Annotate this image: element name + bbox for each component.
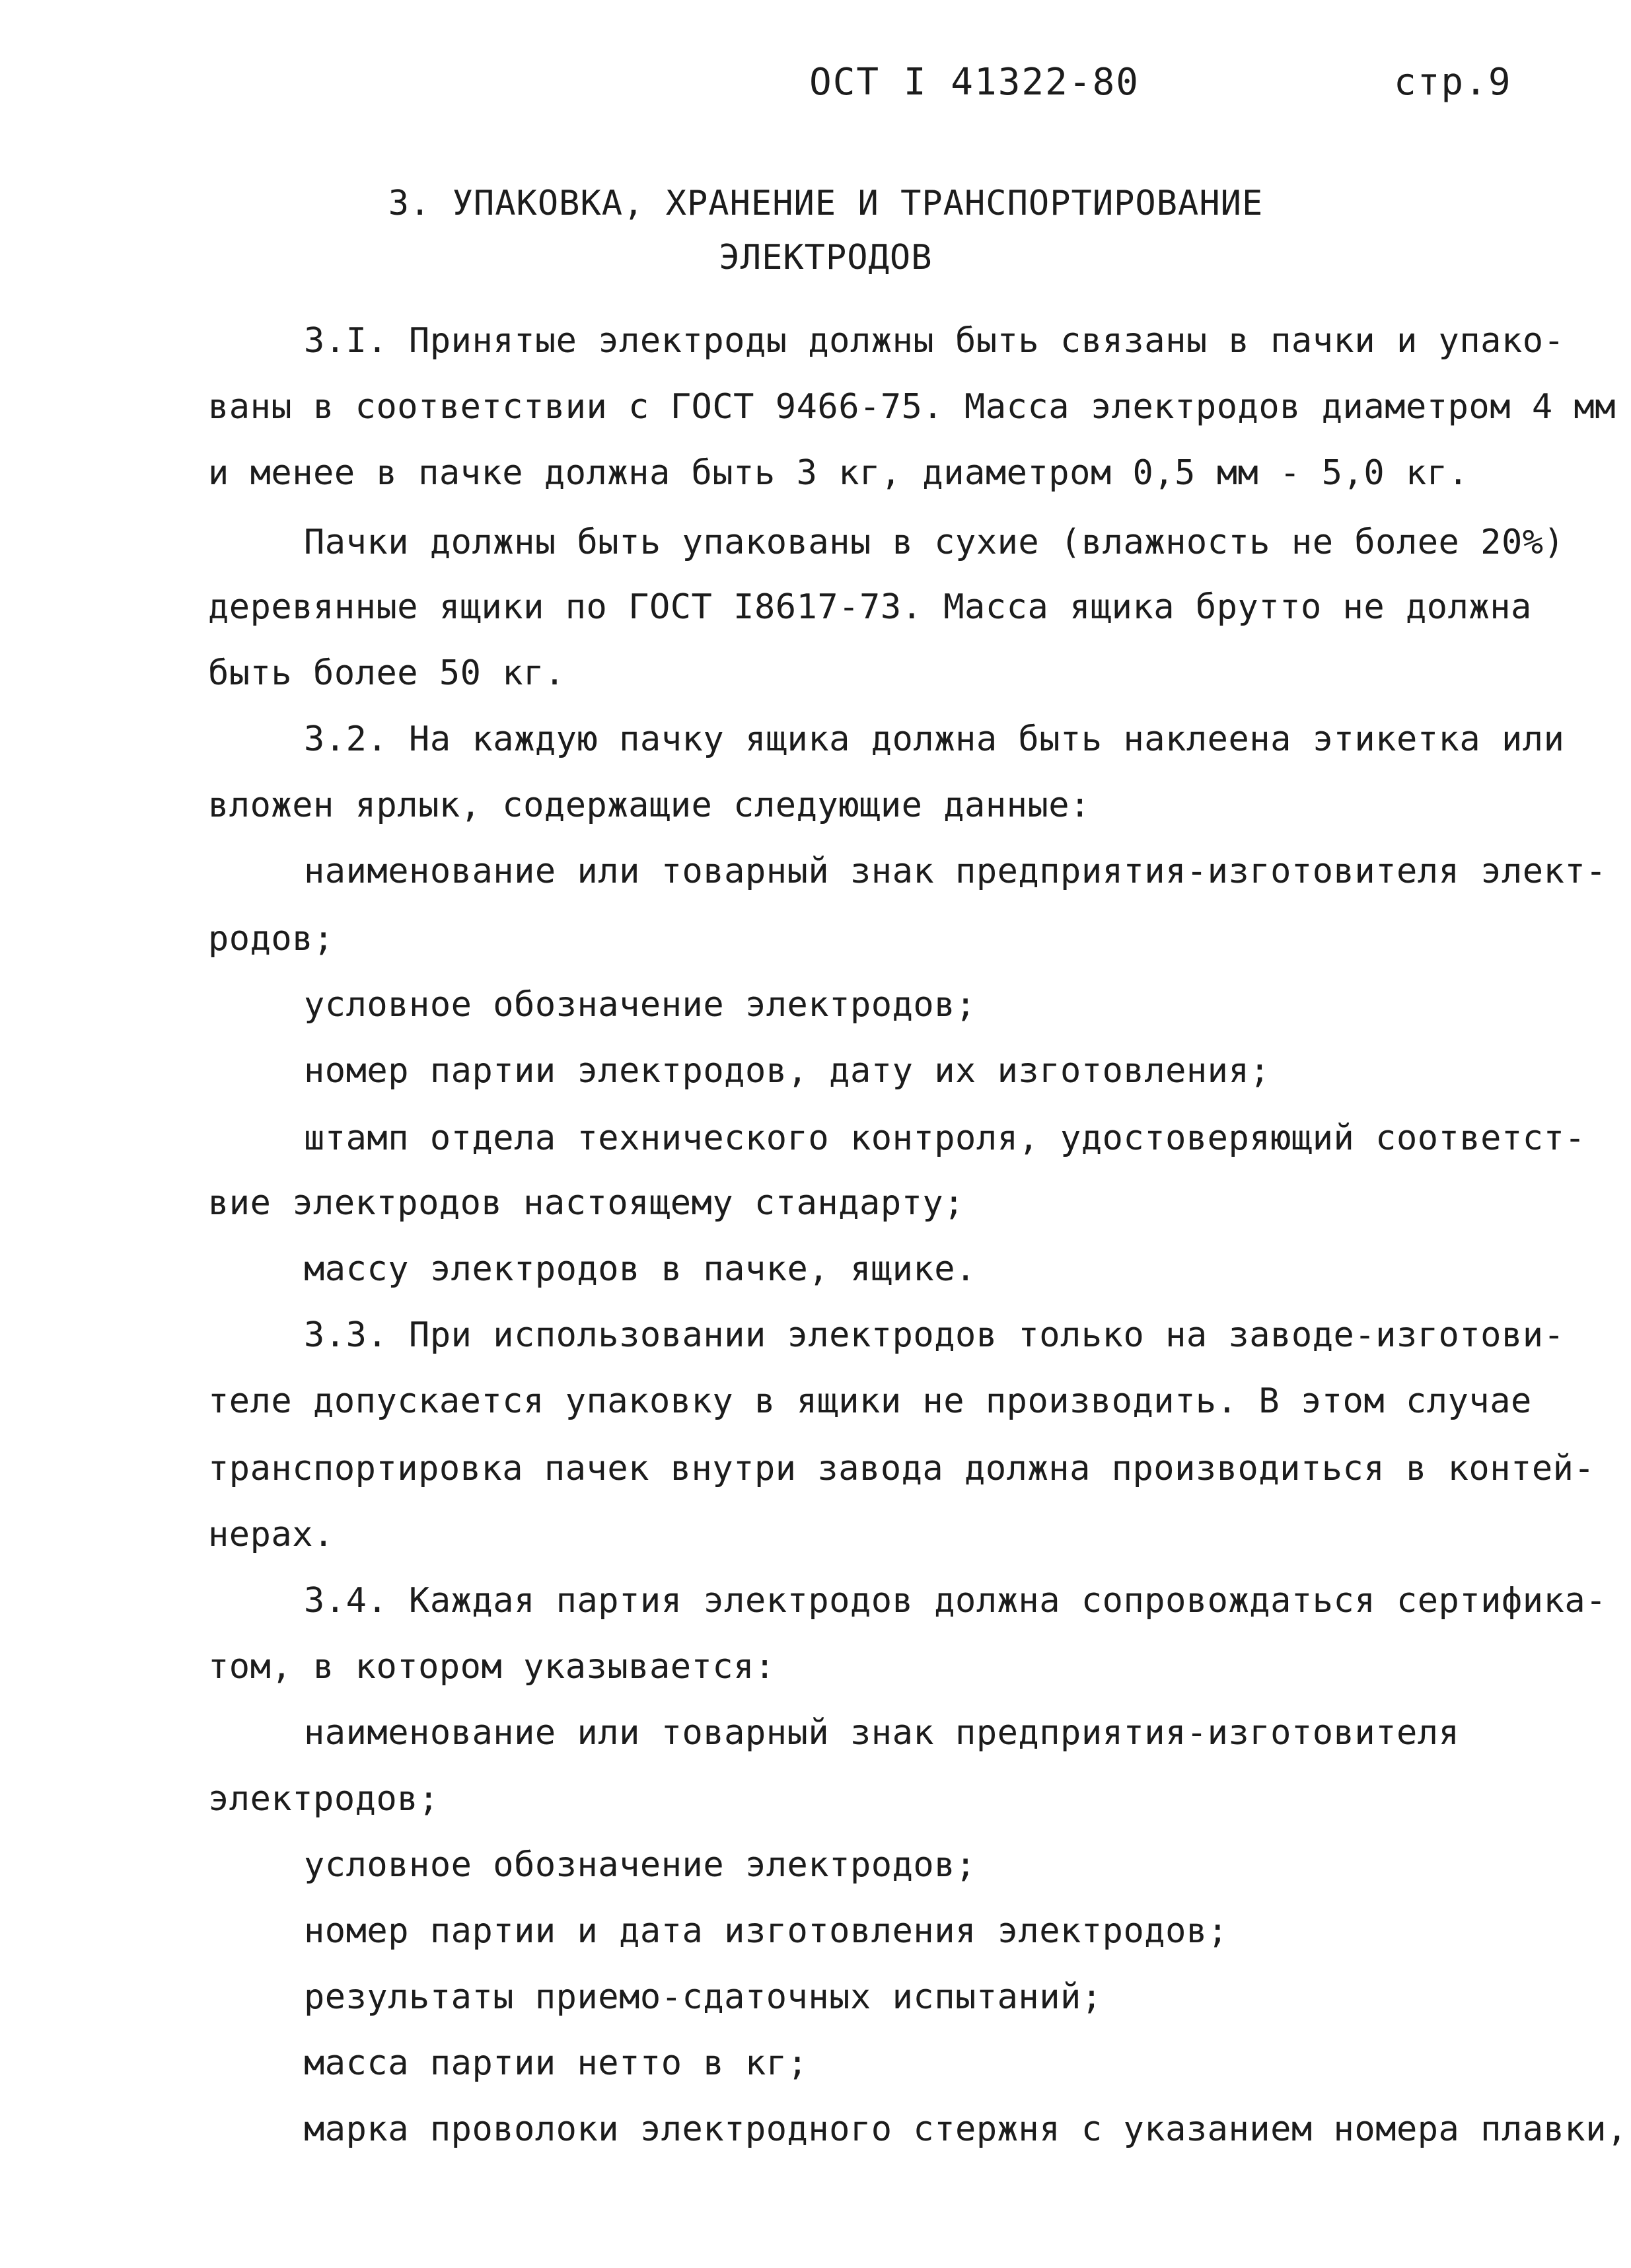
text-line-5: деревянные ящики по ГОСТ I8617-73. Масса ящика брутто не должна bbox=[208, 587, 1532, 627]
section-title-line-2: ЭЛЕКТРОДОВ bbox=[719, 238, 933, 277]
text-line-3: и менее в пачке должна быть 3 кг, диаметром 0,5 мм - 5,0 кг. bbox=[208, 453, 1469, 493]
text-line-25: номер партии и дата изготовления электродов; bbox=[304, 1911, 1229, 1951]
text-line-18: транспортировка пачек внутри завода должна производиться в контей- bbox=[208, 1449, 1595, 1488]
text-line-6: быть более 50 кг. bbox=[208, 653, 565, 693]
text-line-24: условное обозначение электродов; bbox=[304, 1845, 976, 1885]
text-line-8: вложен ярлык, содержащие следующие данные: bbox=[208, 786, 1091, 825]
text-line-4: Пачки должны быть упакованы в сухие (влажность не более 20%) bbox=[304, 523, 1565, 562]
standard-code: ОСТ I 41322-80 bbox=[809, 61, 1140, 104]
text-line-14: вие электродов настоящему стандарту; bbox=[208, 1183, 965, 1223]
section-title-line-1: 3. УПАКОВКА, ХРАНЕНИЕ И ТРАНСПОРТИРОВАНИЕ bbox=[388, 184, 1264, 223]
text-line-26: результаты приемо-сдаточных испытаний; bbox=[304, 1977, 1103, 2017]
text-line-11: условное обозначение электродов; bbox=[304, 985, 976, 1025]
text-line-23: электродов; bbox=[208, 1779, 439, 1819]
text-line-27: масса партии нетто в кг; bbox=[304, 2043, 809, 2083]
page-number: стр.9 bbox=[1394, 61, 1512, 104]
text-line-2: ваны в соответствии с ГОСТ 9466-75. Масса электродов диаметром 4 мм bbox=[208, 387, 1616, 427]
text-line-12: номер партии электродов, дату их изготовления; bbox=[304, 1051, 1271, 1091]
text-line-19: нерах. bbox=[208, 1515, 334, 1555]
text-line-16: 3.3. При использовании электродов только на заводе-изготови- bbox=[304, 1315, 1565, 1355]
text-line-13: штамп отдела технического контроля, удостоверяющий соответст- bbox=[304, 1118, 1586, 1158]
text-line-28: марка проволоки электродного стержня с указанием номера плавки, bbox=[304, 2109, 1628, 2149]
text-line-7: 3.2. На каждую пачку ящика должна быть наклеена этикетка или bbox=[304, 719, 1565, 759]
text-line-20: 3.4. Каждая партия электродов должна сопровождаться сертифика- bbox=[304, 1581, 1607, 1621]
text-line-10: родов; bbox=[208, 919, 334, 959]
text-line-9: наименование или товарный знак предприятия-изготовителя элект- bbox=[304, 852, 1607, 891]
text-line-21: том, в котором указывается: bbox=[208, 1647, 776, 1687]
text-line-15: массу электродов в пачке, ящике. bbox=[304, 1249, 976, 1289]
text-line-1: 3.I. Принятые электроды должны быть связаны в пачки и упако- bbox=[304, 321, 1565, 361]
text-line-22: наименование или товарный знак предприятия-изготовителя bbox=[304, 1713, 1460, 1753]
text-line-17: теле допускается упаковку в ящики не производить. В этом случае bbox=[208, 1381, 1532, 1421]
